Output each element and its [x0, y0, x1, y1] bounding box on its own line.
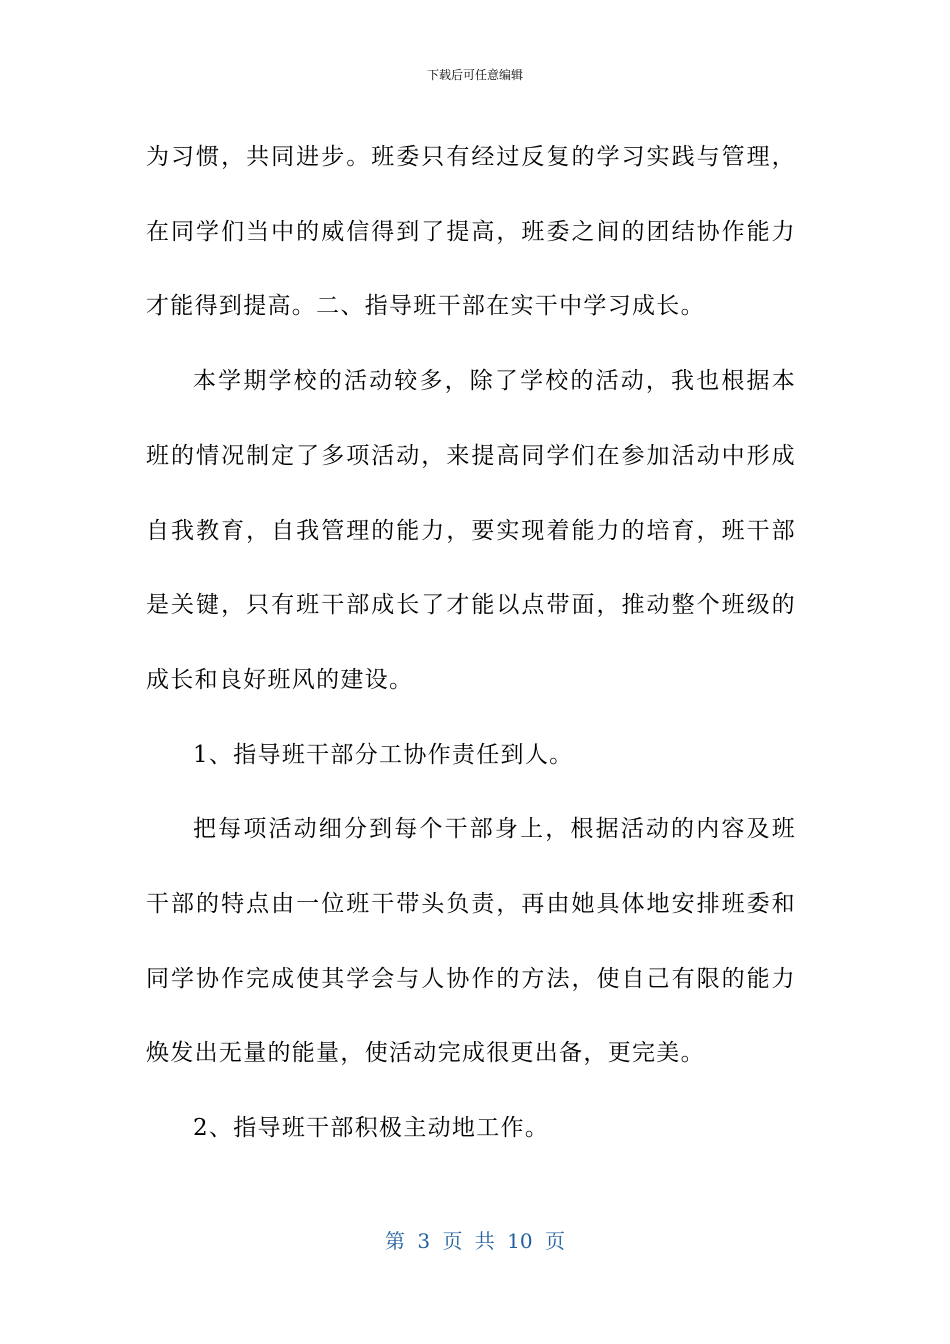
- page-number-footer: 第 3 页 共 10 页: [385, 1229, 565, 1253]
- page-header-note: 下载后可任意编辑: [426, 68, 523, 82]
- document-body: [146, 120, 796, 1166]
- paragraph-division-of-labor: 把每项活动细分到每个干部身上，根据活动的内容及班干部的特点由一位班干带头负责，再由她具体地安排班委和同学协作完成使其学会与人协作的方法，使自己有限的能力焕发出无量的能量，使活动完成很更出备，更完美。: [146, 816, 796, 1067]
- paragraph-heading-2: 2、指导班干部积极主动地工作。: [193, 1115, 550, 1142]
- paragraph-continuation: 为习惯，共同进步。班委只有经过反复的学习实践与管理，在同学们当中的威信得到了提高，班委之间的团结协作能力才能得到提高。二、指导班干部在实干中学习成长。: [146, 144, 796, 320]
- paragraph-heading-1: 1、指导班干部分工协作责任到人。: [193, 741, 574, 768]
- paragraph-activities: 本学期学校的活动较多，除了学校的活动，我也根据本班的情况制定了多项活动，来提高同学们在参加活动中形成自我教育，自我管理的能力，要实现着能力的培育，班干部是关键，只有班干部成长了才能以点带面，推动整个班级的成长和良好班风的建设。: [146, 368, 796, 693]
